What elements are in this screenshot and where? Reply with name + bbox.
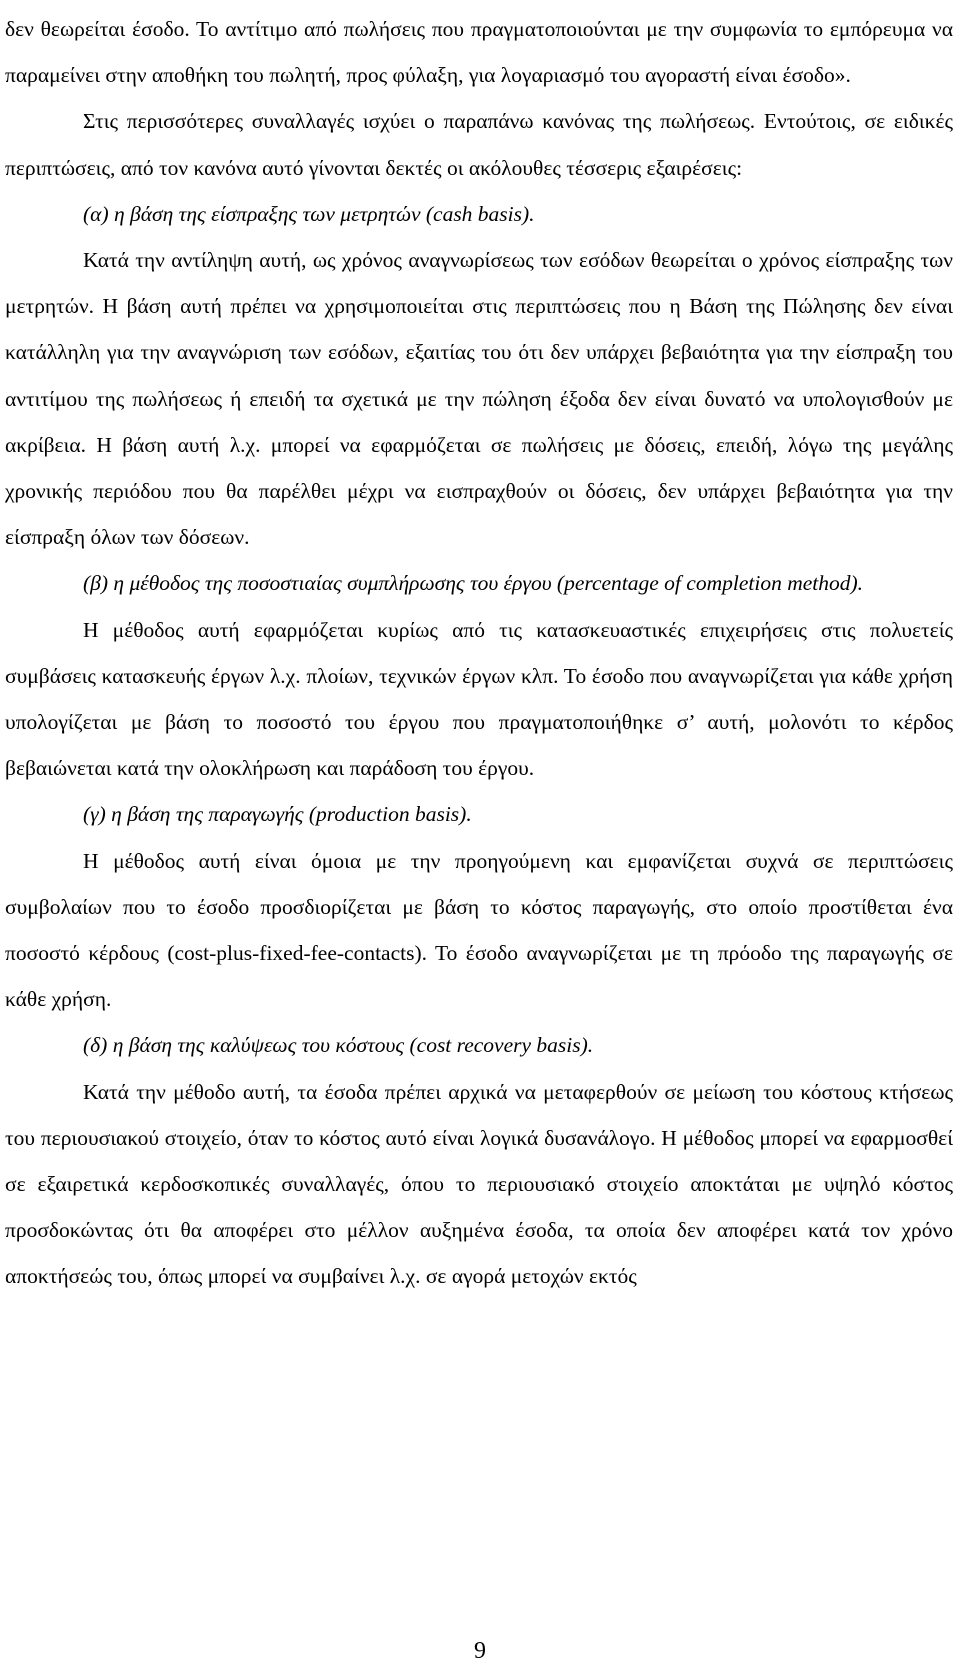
- paragraph-continuation: δεν θεωρείται έσοδο. Το αντίτιμο από πωλήσεις που πραγματοποιούνται με την συμφωνία το εμπόρευμα να παραμείνει στην αποθήκη του πωλητή, προς φύλαξη, για λογαριασμό του αγοραστή είναι έσοδο».: [5, 17, 953, 88]
- heading-production-basis: (γ) η βάση της παραγωγής (production basis).: [83, 802, 472, 827]
- heading-percentage-completion: (β) η μέθοδος της ποσοστιαίας συμπλήρωσης του έργου (percentage of completion method).: [83, 571, 864, 596]
- paragraph-cost-recovery: Κατά την μέθοδο αυτή, τα έσοδα πρέπει αρχικά να μεταφερθούν σε μείωση του κόστους κτήσεως του περιουσιακού στοιχείο, όταν το κόστος αυτό είναι λογικά δυσανάλογο. Η μέθοδος μπορεί να εφαρμοσθεί σε εξαιρετικά κερδοσκοπικές συναλλαγές, όπου το περιουσιακό στοιχείο αποκτάται με υψηλό κόστος προσδοκώντας ότι θα αποφέρει στο μέλλον αυξημένα έσοδα, τα οποία δεν αποφέρει κατά τον χρόνο αποκτήσεώς του, όπως μπορεί να συμβαίνει λ.χ. σε αγορά μετοχών εκτός: [5, 1079, 953, 1289]
- heading-cash-basis: (α) η βάση της είσπραξης των μετρητών (cash basis).: [83, 201, 535, 226]
- heading-cost-recovery: (δ) η βάση της καλύψεως του κόστους (cost recovery basis).: [83, 1033, 594, 1058]
- paragraph-percentage-completion: Η μέθοδος αυτή εφαρμόζεται κυρίως από τις κατασκευαστικές επιχειρήσεις στις πολυετείς συμβάσεις κατασκευής έργων λ.χ. πλοίων, τεχνικών έργων κλπ. Το έσοδο που αναγνωρίζεται για κάθε χρήση υπολογίζεται με βάση το ποσοστό του έργου που πραγματοποιήθηκε σ’ αυτή, μολονότι το κέρδος βεβαιώνεται κατά την ολοκλήρωση και παράδοση του έργου.: [5, 617, 953, 781]
- document-body: [5, 6, 953, 1300]
- paragraph-cash-basis: Κατά την αντίληψη αυτή, ως χρόνος αναγνωρίσεως των εσόδων θεωρείται ο χρόνος είσπραξης των μετρητών. Η βάση αυτή πρέπει να χρησιμοποιείται στις περιπτώσεις που η Βάση της Πώλησης δεν είναι κατάλληλη για την αναγνώριση των εσόδων, εξαιτίας του ότι δεν υπάρχει βεβαιότητα για την είσπραξη του αντιτίμου της πωλήσεως ή επειδή τα σχετικά με την πώληση έξοδα δεν είναι δυνατό να υπολογισθούν με ακρίβεια. Η βάση αυτή λ.χ. μπορεί να εφαρμόζεται σε πωλήσεις με δόσεις, επειδή, λόγω της μεγάλης χρονικής περιόδου που θα παρέλθει μέχρι να εισπραχθούν οι δόσεις, δεν υπάρχει βεβαιότητα για την είσπραξη όλων των δόσεων.: [5, 248, 953, 550]
- page-number: 9: [474, 1638, 486, 1664]
- paragraph-production-basis: Η μέθοδος αυτή είναι όμοια με την προηγούμενη και εμφανίζεται συχνά σε περιπτώσεις συμβολαίων που το έσοδο προσδιορίζεται με βάση το κόστος παραγωγής, στο οποίο προστίθεται ένα ποσοστό κέρδους (cost-plus-fixed-fee-contacts). Το έσοδο αναγνωρίζεται με τη πρόοδο της παραγωγής σε κάθε χρήση.: [5, 848, 953, 1012]
- paragraph-sales-rule: Στις περισσότερες συναλλαγές ισχύει ο παραπάνω κανόνας της πωλήσεως. Εντούτοις, σε ειδικές περιπτώσεις, από τον κανόνα αυτό γίνονται δεκτές οι ακόλουθες τέσσερις εξαιρέσεις:: [5, 109, 953, 180]
